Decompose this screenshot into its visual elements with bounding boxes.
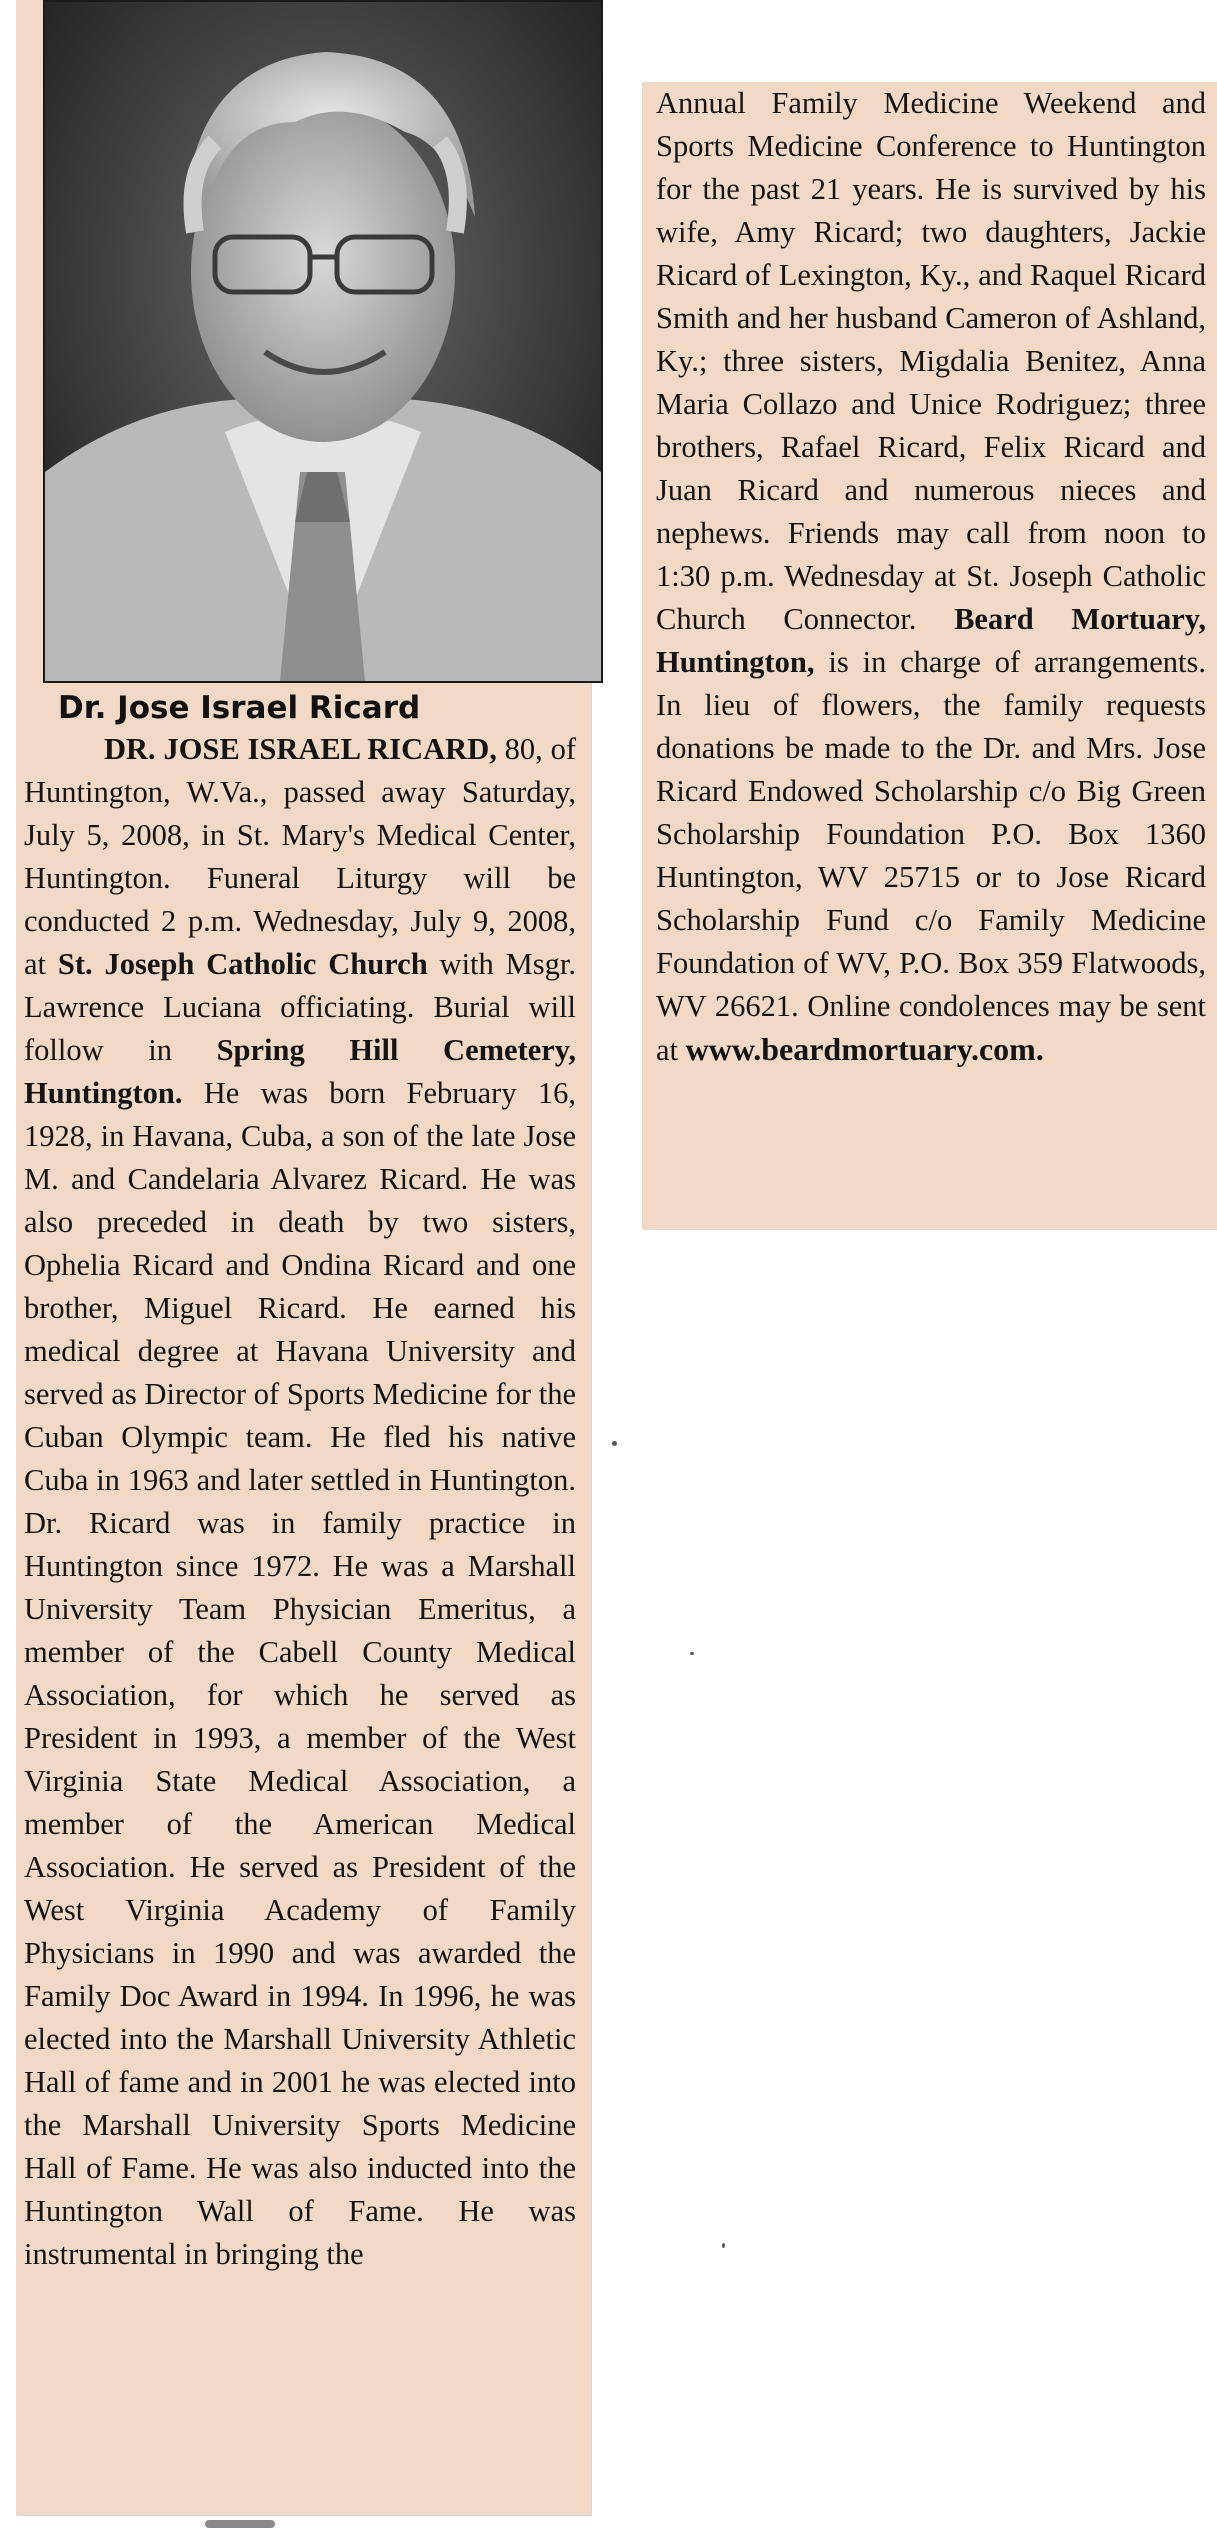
website-link: www.beardmortuary.com. [685,1031,1044,1067]
deceased-name: DR. JOSE ISRAEL RICARD, [104,732,497,766]
obituary-column-right [656,82,1206,1072]
church-name: St. Joseph Catholic Church [57,947,428,981]
portrait-photo [43,0,603,683]
obituary-column-left [24,728,576,2276]
obituary-text: He was born February 16, 1928, in Havana, Cuba, a son of the late Jose M. and Candelaria Alvarez Ricard. He was also preceded in death by two sisters, Ophelia Ricard and Ondina Ricard and one brother, Miguel Ricard. He earned his medical degree at Havana University and served as Director of Sports Medicine for the Cuban Olympic team. He fled his native Cuba in 1963 and later settled in Huntington. Dr. Ricard was in family practice in Huntington since 1972. He was a Marshall University Team Physician Emeritus, a member of the Cabell County Medical Association, for which he served as President in 1993, a member of the West Virginia State Medical Association, a member of the American Medical Association. He served as President of the West Virginia Academy of Family Physicians in 1990 and was awarded the Family Doc Award in 1994. In 1996, he was elected into the Marshall University Athletic Hall of fame and in 2001 he was elected into the Marshall University Sports Medicine Hall of Fame. He was also inducted into the Huntington Wall of Fame. He was instrumental in bringing the [24,1076,576,2271]
obituary-text: Annual Family Medicine Weekend and Sports Medicine Conference to Huntington for the past 21 years. He is survived by his wife, Amy Ricard; two daughters, Jackie Ricard of Lexington, Ky., and Raquel Ricard Smith and her husband Cameron of Ashland, Ky.; three sisters, Migdalia Benitez, Anna Maria Collazo and Unice Rodriguez; three brothers, Rafael Ricard, Felix Ricard and Juan Ricard and numerous nieces and nephews. Friends may call from noon to 1:30 p.m. Wednesday at St. Joseph Catholic Church Connector. [656,86,1206,636]
dust-speck [722,2243,725,2248]
obituary-text: is in charge of arrangements. In lieu of flowers, the family requests donations be made to the Dr. and Mrs. Jose Ricard Endowed Scholarship c/o Big Green Scholarship Foundation P.O. Box 1360 Huntington, WV 25715 or to Jose Ricard Scholarship Fund c/o Family Medicine Foundation of WV, P.O. Box 359 Flatwoods, WV 26621. Online condolences may be sent at [656,645,1206,1067]
scan-smudge [205,2520,275,2528]
photo-caption: Dr. Jose Israel Ricard [58,690,421,726]
dust-speck [612,1441,617,1446]
mortuary-name: Beard Mortuary, Huntington, [656,602,1207,679]
portrait-illustration [45,2,601,681]
cemetery-name: Spring Hill Cemetery, Huntington. [24,1033,576,1110]
obituary-text: 80, of Huntington, W.Va., passed away Saturday, July 5, 2008, in St. Mary's Medical Center, Huntington. Funeral Liturgy will be conducted 2 p.m. Wednesday, July 9, 2008, at [24,732,576,981]
dust-speck [690,1652,694,1655]
obituary-text: with Msgr. Lawrence Luciana officiating. Burial will follow in [24,947,576,1067]
